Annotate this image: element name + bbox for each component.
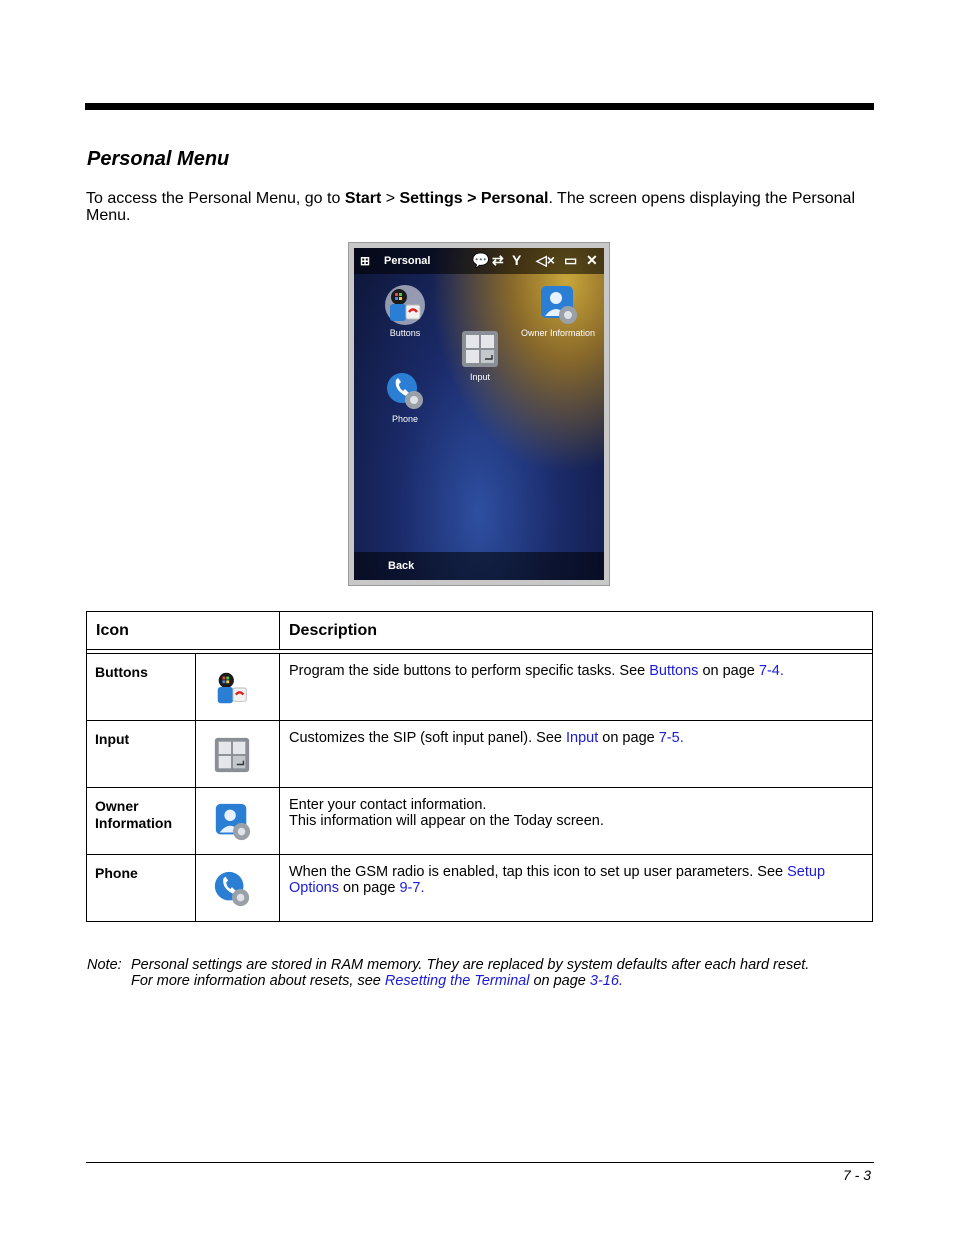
table-row bbox=[87, 654, 873, 721]
device-app-owner-information[interactable] bbox=[518, 284, 598, 338]
page-9-7-link[interactable]: 9-7 bbox=[399, 880, 421, 896]
page-3-16-link[interactable]: 3-16 bbox=[589, 973, 619, 989]
phone-settings-icon bbox=[384, 370, 426, 412]
table-row bbox=[87, 721, 873, 788]
row-description: Enter your contact information. This information will appear on the Today screen. bbox=[280, 788, 873, 855]
buttons-icon bbox=[212, 668, 252, 708]
windows-start-icon[interactable]: ⊞ bbox=[360, 254, 371, 268]
bottom-rule bbox=[86, 1162, 874, 1163]
input-icon bbox=[212, 735, 252, 775]
row-name: Input bbox=[87, 721, 196, 788]
device-app-label: Buttons bbox=[389, 328, 421, 338]
row-description: Customizes the SIP (soft input panel). See Input on page 7-5. bbox=[280, 721, 873, 788]
connectivity-icon[interactable]: ⇄ bbox=[492, 252, 504, 268]
row-description: When the GSM radio is enabled, tap this icon to set up user parameters. See Setup Options on page 9-7. bbox=[280, 855, 873, 922]
device-screenshot bbox=[348, 242, 610, 586]
setup-options-link[interactable]: Setup Options bbox=[289, 864, 826, 896]
input-icon bbox=[459, 328, 501, 370]
owner-information-icon bbox=[212, 802, 252, 842]
page-number: 7 - 3 bbox=[842, 1167, 871, 1183]
table-header-row bbox=[87, 612, 873, 650]
notification-icon[interactable]: 💬 bbox=[472, 252, 490, 268]
device-app-label: Owner Information bbox=[520, 328, 596, 338]
phone-settings-icon bbox=[212, 869, 252, 909]
header-description: Description bbox=[280, 612, 873, 650]
input-link[interactable]: Input bbox=[566, 730, 599, 746]
row-name: Owner Information bbox=[87, 788, 196, 855]
row-name: Phone bbox=[87, 855, 196, 922]
buttons-icon bbox=[384, 284, 426, 326]
row-description: Program the side buttons to perform specific tasks. See Buttons on page 7-4. bbox=[280, 654, 873, 721]
device-app-label: Phone bbox=[391, 414, 419, 424]
device-title: Personal bbox=[384, 255, 431, 267]
top-rule bbox=[85, 103, 874, 110]
battery-icon[interactable]: ▭ bbox=[564, 252, 578, 268]
note-label: Note: bbox=[87, 957, 122, 973]
device-softkey-bar bbox=[354, 552, 604, 580]
device-app-buttons[interactable] bbox=[365, 284, 445, 338]
owner-information-icon bbox=[537, 284, 579, 326]
row-name: Buttons bbox=[87, 654, 196, 721]
buttons-link[interactable]: Buttons bbox=[649, 663, 699, 679]
signal-icon[interactable]: Y bbox=[512, 252, 522, 268]
device-screen bbox=[354, 248, 604, 580]
close-icon[interactable]: ✕ bbox=[586, 252, 598, 268]
personal-menu-table bbox=[86, 611, 873, 922]
resetting-terminal-link[interactable]: Resetting the Terminal bbox=[384, 973, 530, 989]
device-app-input[interactable] bbox=[440, 328, 520, 382]
page-7-4-link[interactable]: 7-4 bbox=[758, 663, 780, 679]
page-title: Personal Menu bbox=[87, 148, 230, 170]
table-row bbox=[87, 788, 873, 855]
header-icon: Icon bbox=[87, 612, 280, 650]
page-7-5-link[interactable]: 7-5 bbox=[658, 730, 680, 746]
intro-paragraph: To access the Personal Menu, go to Start > Settings > Personal. The screen opens displaying the Personal Menu. bbox=[86, 190, 855, 224]
device-app-label: Input bbox=[469, 372, 491, 382]
note: Note: Personal settings are stored in RAM memory. They are replaced by system defaults after each hard reset. For more information about resets, see Resetting the Terminal on page 3-16. bbox=[87, 957, 810, 989]
volume-muted-icon[interactable]: ◁× bbox=[536, 252, 555, 268]
device-app-phone[interactable] bbox=[365, 370, 445, 424]
table-row bbox=[87, 855, 873, 922]
device-title-bar bbox=[354, 248, 604, 274]
back-softkey[interactable]: Back bbox=[388, 560, 415, 572]
